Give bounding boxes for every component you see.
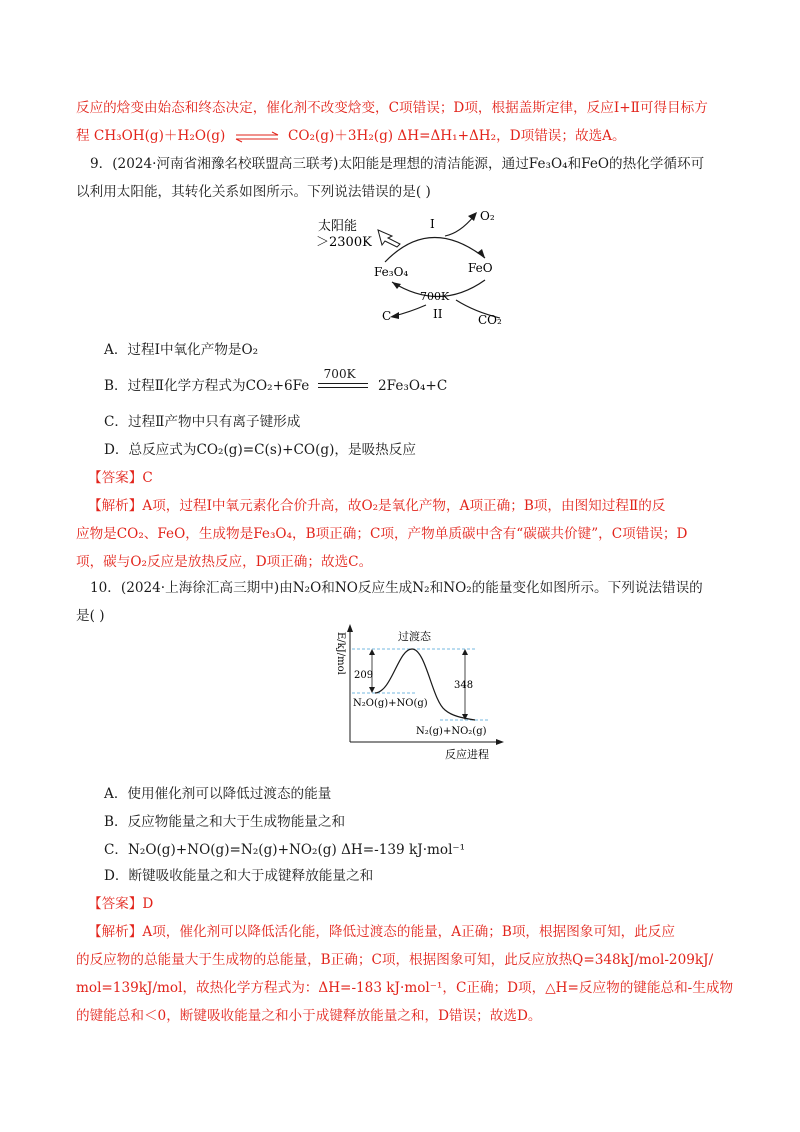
q9-option-d: D．总反应式为CO₂(g)=C(s)+CO(g)，是吸热反应	[104, 442, 416, 458]
q9-option-a: A．过程Ⅰ中氧化产物是O₂	[104, 342, 259, 358]
q10-stem-line1: 10．(2024·上海徐汇高三期中)由N₂O和NO反应生成N₂和NO₂的能量变化如图所示。下列说法错误的	[90, 580, 703, 596]
q9-answer: 【答案】C	[88, 470, 153, 486]
q10-option-c: C．N₂O(g)+NO(g)=N₂(g)+NO₂(g) ΔH=-139 kJ·mol⁻¹	[104, 842, 466, 858]
q9-option-b-left: B．过程Ⅱ化学方程式为CO₂+6Fe	[104, 378, 310, 394]
q10-answer: 【答案】D	[88, 896, 154, 912]
q8-equation-left: 程 CH₃OH(g)＋H₂O(g)	[76, 128, 226, 144]
q10-stem-line2: 是( )	[76, 608, 105, 624]
q8-analysis-line2	[76, 126, 626, 146]
q9-option-b	[104, 366, 448, 397]
equilibrium-arrow-icon	[234, 131, 280, 143]
reaction-condition	[318, 366, 370, 397]
activation-energy-label: 209	[354, 670, 374, 681]
q9-analysis-line3: 项，碳与O₂反应是放热反应，D项正确；故选C。	[76, 554, 373, 570]
x-axis-label: 反应进程	[445, 748, 489, 761]
process-two-label: II	[433, 307, 443, 321]
reactants-label: N₂O(g)+NO(g)	[353, 698, 428, 709]
co2-label: CO₂	[478, 313, 502, 327]
q10-analysis-line3: mol=139kJ/mol，故热化学方程式为：ΔH=-183 kJ·mol⁻¹，C正确；D项，△H=反应物的键能总和-生成物	[76, 980, 734, 996]
q10-option-a: A．使用催化剂可以降低过渡态的能量	[104, 786, 332, 802]
q10-option-d: D．断键吸收能量之和大于成键释放能量之和	[104, 868, 374, 884]
q8-equation-right: CO₂(g)＋3H₂(g) ΔH=ΔH₁+ΔH₂，D项错误；故选A。	[287, 128, 626, 144]
q9-stem-line1: 9．(2024·河南省湘豫名校联盟高三联考)太阳能是理想的清洁能源，通过Fe₃O₄和FeO的热化学循环可	[90, 156, 705, 172]
process-one-label: I	[430, 217, 435, 231]
hollow-arrow-icon	[378, 230, 400, 247]
fe3o4-label: Fe₃O₄	[374, 265, 409, 279]
o2-label: O₂	[480, 209, 495, 223]
q10-analysis-line1: 【解析】A项，催化剂可以降低活化能，降低过渡态的能量，A正确；B项，根据图象可知，此反应	[88, 924, 675, 940]
transition-state-label: 过渡态	[398, 630, 431, 643]
q9-stem-line2: 以利用太阳能，其转化关系如图所示。下列说法错误的是( )	[76, 184, 431, 200]
q10-analysis-line4: 的键能总和＜0，断键吸收能量之和小于成键释放能量之和，D错误；故选D。	[76, 1008, 542, 1024]
sun-label: 太阳能	[318, 219, 358, 234]
y-axis-label: E/kJ/mol	[335, 632, 346, 675]
temperature-label-low: 700K	[420, 290, 450, 303]
products-label: N₂(g)+NO₂(g)	[416, 726, 487, 737]
q9-analysis-line2: 应物是CO₂、FeO，生成物是Fe₃O₄，B项正确；C项，产物单质碳中含有“碳碳共价键”，C项错误；D	[76, 526, 688, 542]
q8-analysis-line1: 反应的焓变由始态和终态决定，催化剂不改变焓变，C项错误；D项，根据盖斯定律，反应Ⅰ+Ⅱ可得目标方	[76, 100, 708, 116]
reverse-energy-label: 348	[454, 680, 474, 691]
energy-profile-diagram	[320, 620, 510, 770]
q9-option-b-right: 2Fe₃O₄+C	[378, 378, 448, 394]
q9-analysis-line1: 【解析】A项，过程Ⅰ中氧元素化合价升高，故O₂是氧化产物，A项正确；B项，由图知过程Ⅱ的反	[88, 498, 666, 514]
carbon-label: C	[382, 309, 392, 323]
q10-option-b: B．反应物能量之和大于生成物能量之和	[104, 814, 346, 830]
temperature-label-high: ＞2300K	[316, 235, 372, 250]
feo-label: FeO	[468, 261, 493, 275]
reaction-condition-temp: 700K	[323, 366, 356, 381]
fe-cycle-diagram	[316, 200, 520, 330]
q10-analysis-line2: 的反应物的总能量大于生成物的总能量，B正确；C项，根据图象可知，此反应放热Q=348kJ/mol-209kJ/	[76, 952, 714, 968]
q9-option-c: C．过程Ⅱ产物中只有离子键形成	[104, 414, 301, 430]
